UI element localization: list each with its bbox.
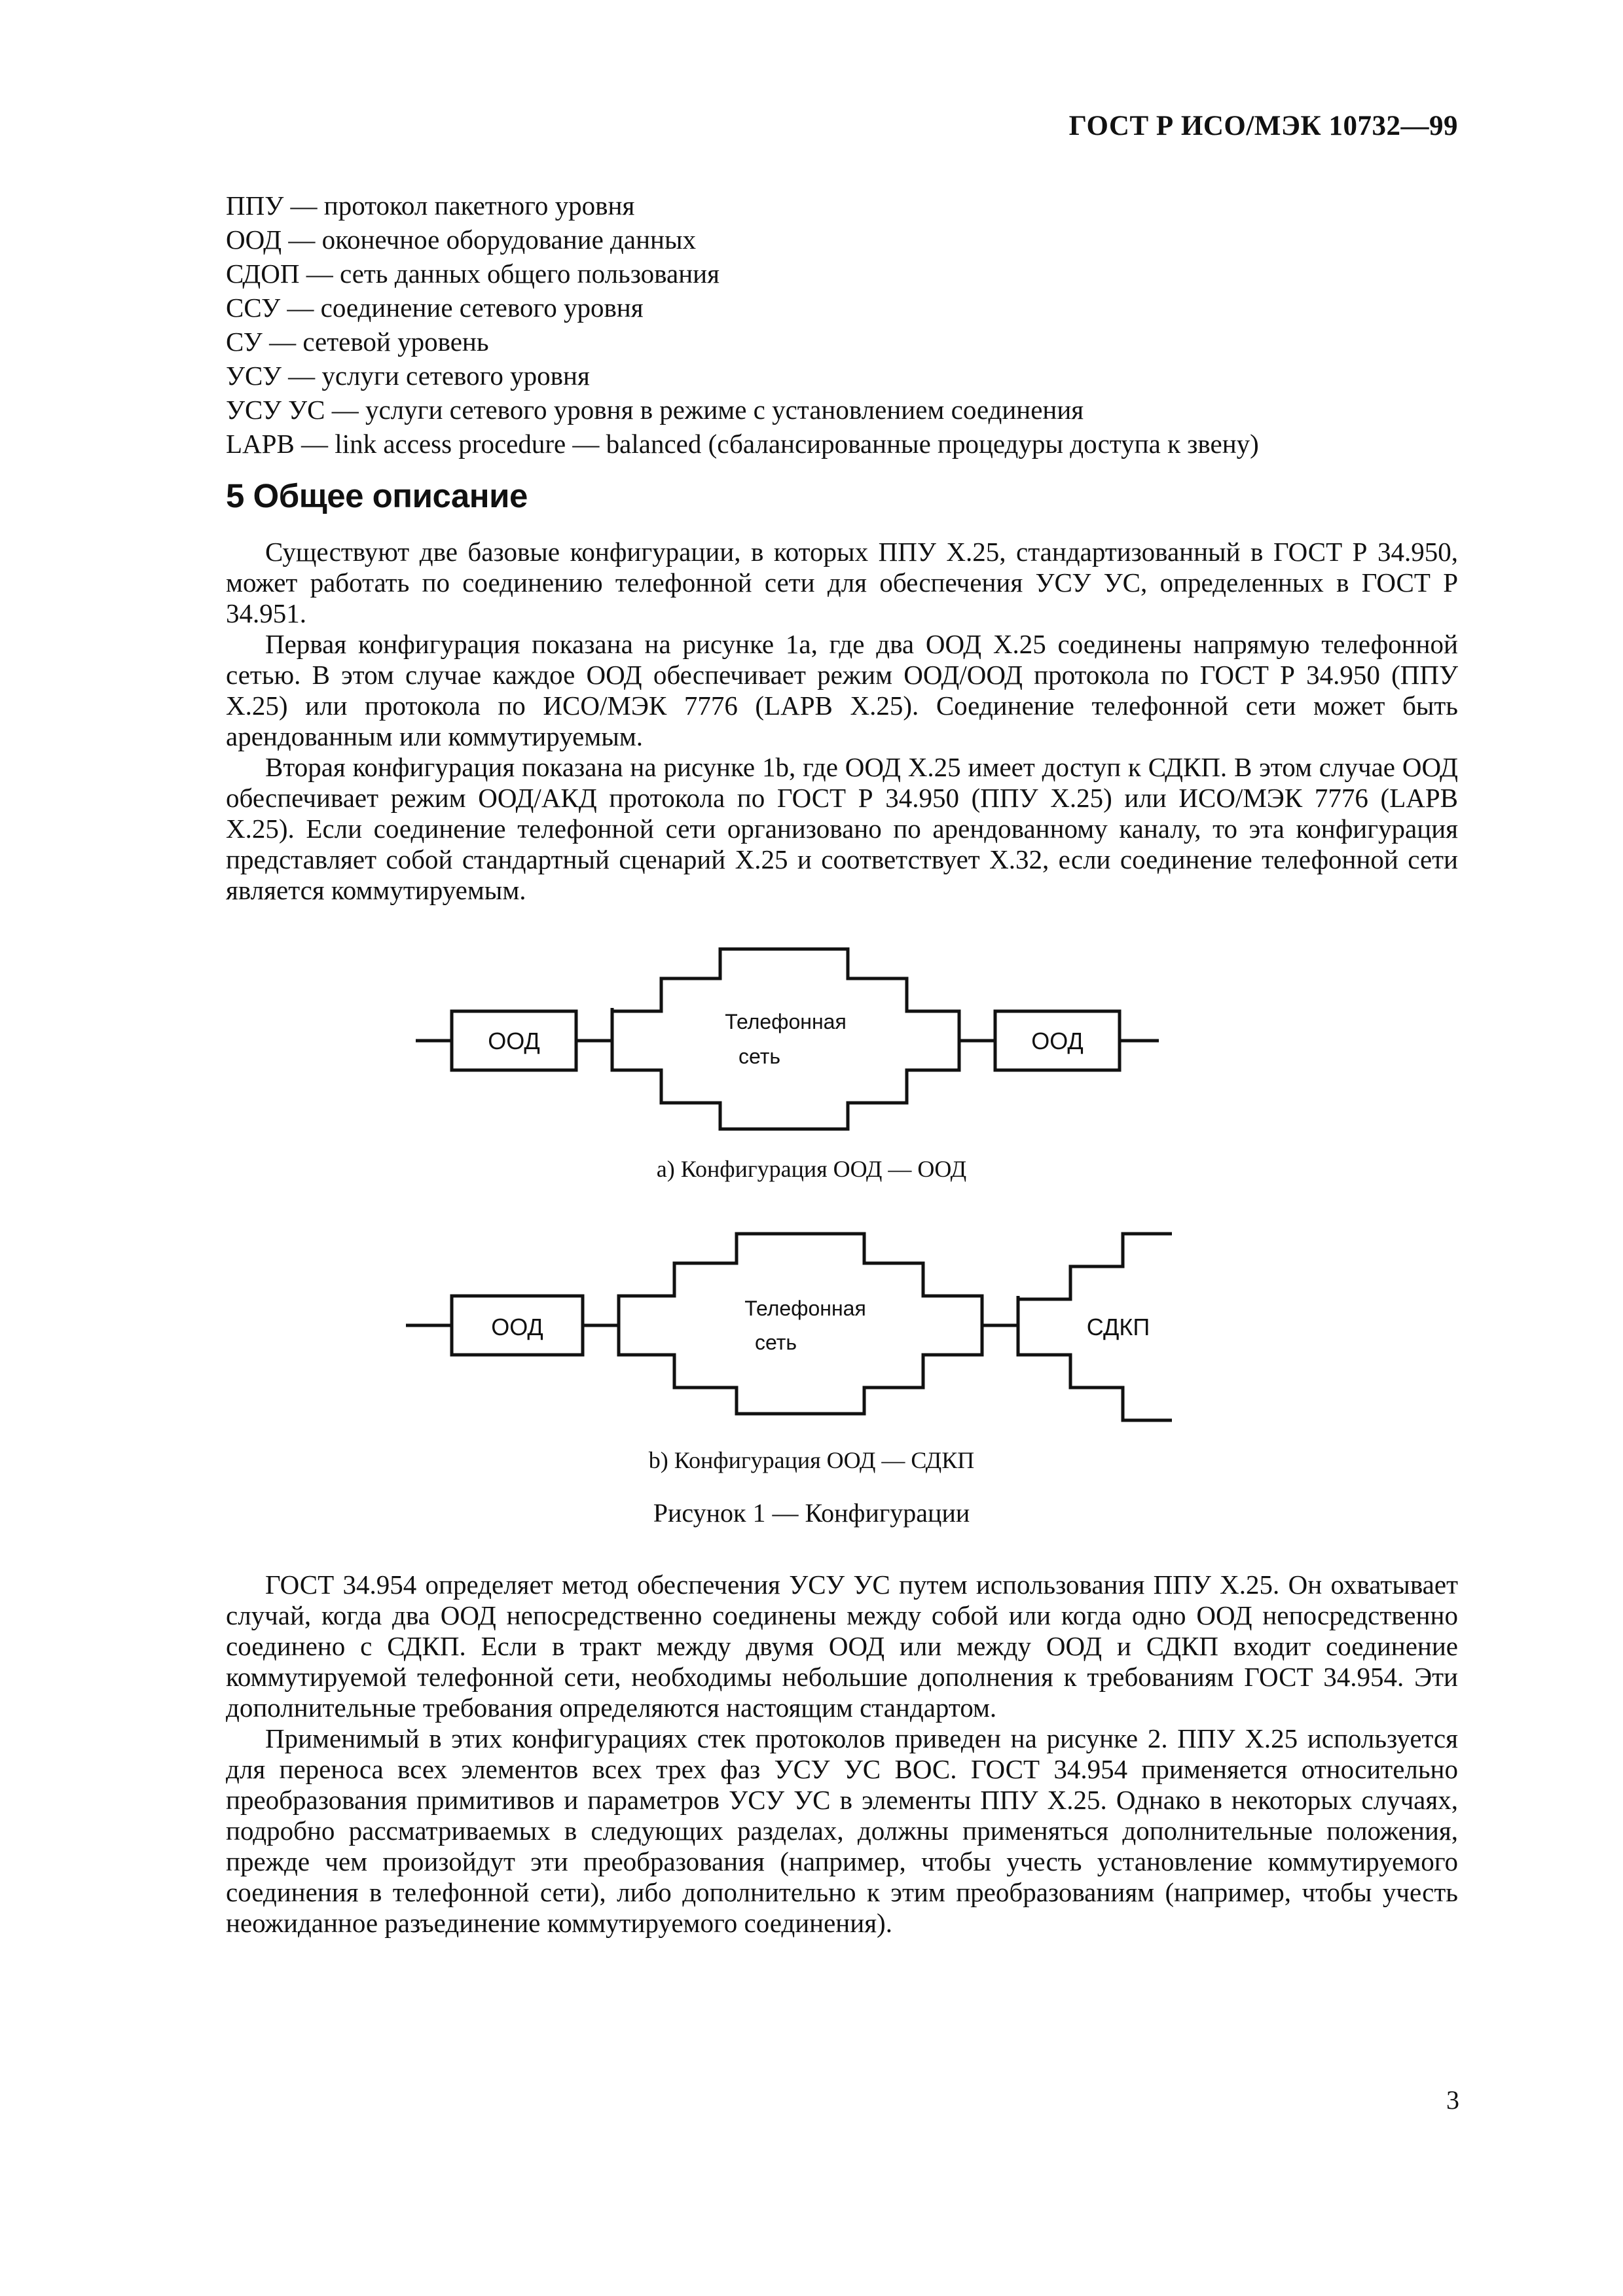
document-header: ГОСТ Р ИСО/МЭК 10732—99 — [1068, 111, 1458, 141]
network-label-b-line2: сеть — [754, 1331, 797, 1354]
sdkp-label: СДКП — [1086, 1314, 1150, 1340]
ood-label-left: ООД — [488, 1028, 540, 1054]
abbreviation-item: УСУ УС — услуги сетевого уровня в режиме с установлением соединения — [226, 395, 1084, 425]
network-label-a-line2: сеть — [738, 1045, 781, 1068]
network-label-b-line1: Телефонная — [744, 1297, 866, 1320]
page-number: 3 — [1446, 2085, 1459, 2115]
paragraph-group-bottom — [226, 1570, 1458, 1939]
abbreviation-item: СУ — сетевой уровень — [226, 327, 489, 357]
abbreviation-item: УСУ — услуги сетевого уровня — [226, 361, 590, 391]
ood-label-b: ООД — [491, 1314, 543, 1340]
network-label-a-line1: Телефонная — [725, 1010, 847, 1033]
network-cloud-b — [619, 1234, 982, 1414]
figure-1b-caption: b) Конфигурация ООД — СДКП — [648, 1447, 975, 1473]
section-title: 5 Общее описание — [226, 477, 528, 514]
ood-label-right: ООД — [1031, 1028, 1084, 1054]
figure-1-title: Рисунок 1 — Конфигурации — [653, 1498, 970, 1528]
abbreviation-item: СДОП — сеть данных общего пользования — [226, 259, 720, 289]
abbreviation-item: ООД — оконечное оборудование данных — [226, 224, 697, 255]
abbreviation-item: ППУ — протокол пакетного уровня — [226, 190, 635, 221]
abbreviation-item: LAPB — link access procedure — balanced (сбалансированные процедуры доступа к звену) — [226, 429, 1259, 459]
paragraph: Применимый в этих конфигурациях стек протоколов приведен на рисунке 2. ППУ X.25 используется для переноса всех элементов всех трех фаз УСУ УС ВОС. ГОСТ 34.954 применяется относительно преобразования примитивов и параметров УСУ УС в элементы ППУ X.25. Однако в некоторых случаях, подробно рассматриваемых в следующих разделах, должны применяться дополнительные положения, прежде чем произойдут эти преобразования (например, чтобы учесть установление коммутируемого соединения в телефонной сети), либо дополнительно к этим преобразованиям (например, чтобы учесть неожиданное разъединение коммутируемого соединения). — [226, 1723, 1458, 1938]
paragraph: Существуют две базовые конфигурации, в которых ППУ X.25, стандартизованный в ГОСТ Р 34.950, может работать по соединению телефонной сети для обеспечения УСУ УС, определенных в ГОСТ Р 34.951. — [226, 537, 1458, 628]
figure-1a-caption: a) Конфигурация ООД — ООД — [656, 1156, 967, 1182]
paragraph: ГОСТ 34.954 определяет метод обеспечения УСУ УС путем использования ППУ X.25. Он охватывает случай, когда два ООД непосредственно соединены между собой или когда одно ООД непосредственно соединено с СДКП. Если в тракт между двумя ООД или между ООД и СДКП входит соединение коммутируемой телефонной сети, необходимы небольшие дополнения к требованиям ГОСТ 34.954. Эти дополнительные требования определяются настоящим стандартом. — [226, 1570, 1458, 1723]
abbreviation-item: ССУ — соединение сетевого уровня — [226, 293, 644, 323]
paragraph: Первая конфигурация показана на рисунке 1a, где два ООД X.25 соединены напрямую телефонной сетью. В этом случае каждое ООД обеспечивает режим ООД/ООД протокола по ГОСТ Р 34.950 (ППУ X.25) или протокола по ИСО/МЭК 7776 (LAPB X.25). Соединение телефонной сети может быть арендованным или коммутируемым. — [226, 629, 1458, 751]
paragraph: Вторая конфигурация показана на рисунке 1b, где ООД X.25 имеет доступ к СДКП. В этом случае ООД обеспечивает режим ООД/АКД протокола по ГОСТ Р 34.950 (ППУ X.25) или ИСО/МЭК 7776 (LAPB X.25). Если соединение телефонной сети организовано по арендованному каналу, то эта конфигурация представляет собой стандартный сценарий X.25 и соответствует X.32, если соединение телефонной сети является коммутируемым. — [226, 752, 1458, 905]
